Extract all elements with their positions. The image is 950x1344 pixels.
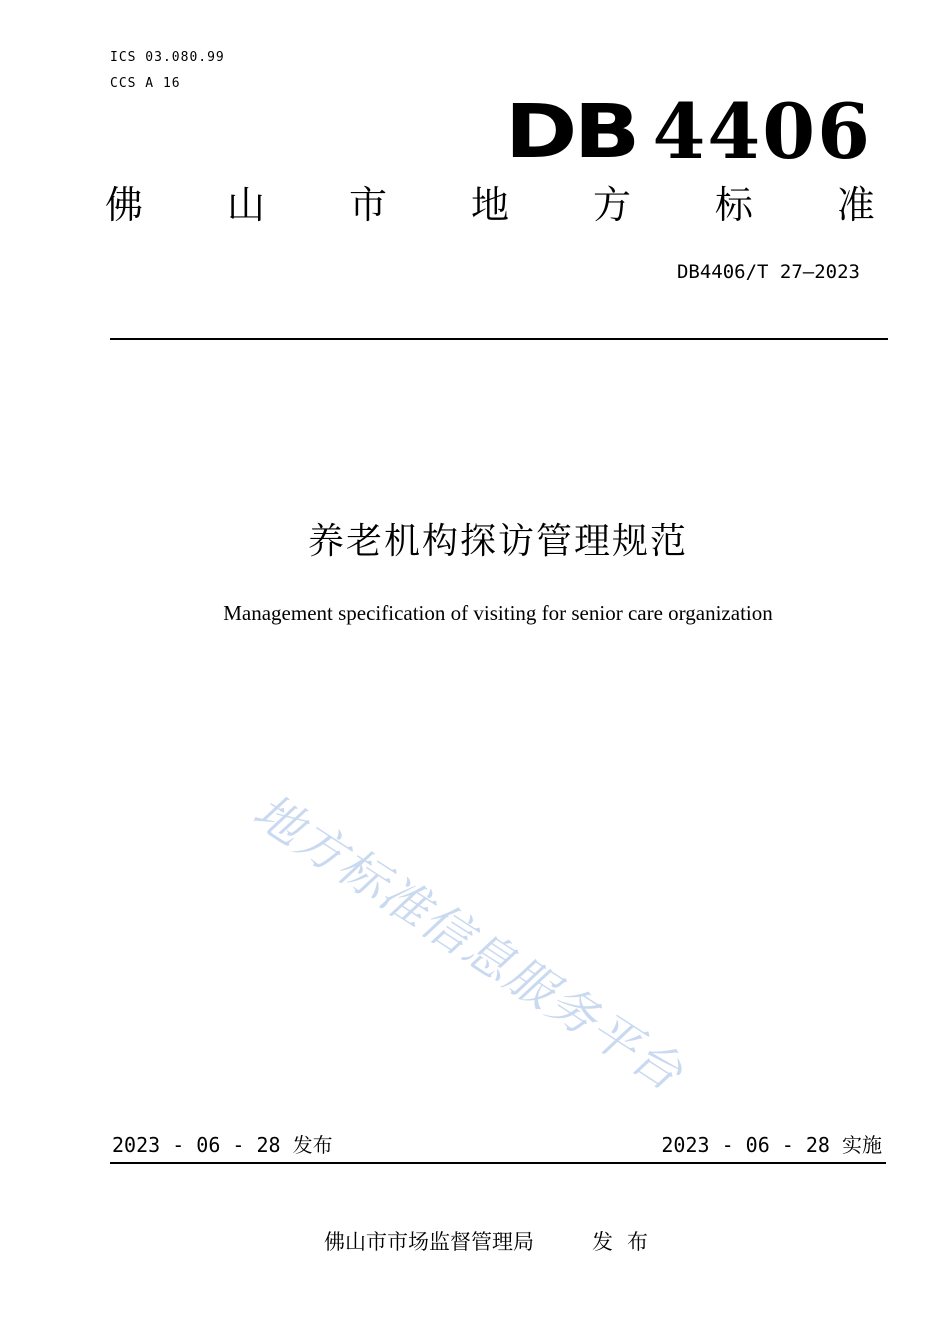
top-divider	[110, 338, 888, 340]
issue-label: 发布	[592, 1230, 662, 1254]
publish-date: 2023 - 06 - 28 发布	[112, 1133, 333, 1157]
standard-number: DB4406/T 27—2023	[676, 261, 860, 283]
watermark	[240, 780, 800, 1140]
ics-code: ICS 03.080.99	[110, 50, 225, 65]
db-logo	[504, 87, 872, 176]
standard-type-char: 方	[592, 183, 631, 227]
ccs-code: CCS A 16	[110, 76, 181, 91]
bottom-divider	[110, 1162, 886, 1164]
standard-type-char: 地	[470, 183, 509, 227]
standard-type-char: 准	[836, 183, 875, 227]
document-title-en: Management specification of visiting for senior care organization	[223, 601, 773, 625]
db-logo-code: 4406	[652, 87, 872, 176]
document-title-zh: 养老机构探访管理规范	[307, 521, 688, 562]
issuing-authority: 佛山市市场监督管理局	[324, 1230, 534, 1254]
standard-type-title	[105, 180, 875, 230]
implement-date: 2023 - 06 - 28 实施	[661, 1133, 882, 1157]
standard-type-char: 佛	[105, 183, 144, 227]
standard-type-char: 市	[348, 183, 387, 227]
db-logo-letters: DB	[504, 89, 637, 175]
standard-type-char: 标	[714, 183, 753, 227]
standard-type-char: 山	[226, 183, 265, 227]
watermark-text: 地方标准信息服务平台	[243, 783, 694, 1103]
